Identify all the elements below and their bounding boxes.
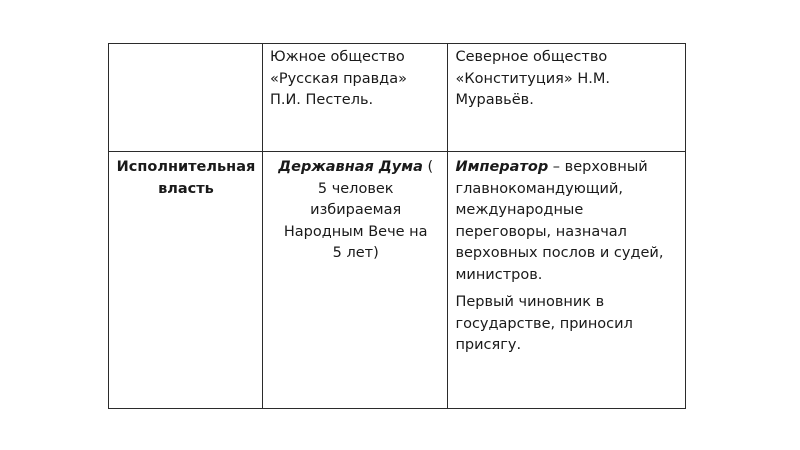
cell-line: 5 лет) bbox=[332, 245, 379, 261]
cell-line: верховных послов и судей, bbox=[455, 245, 664, 261]
cell-text: – верховный bbox=[548, 159, 648, 175]
cell-northern-executive bbox=[448, 152, 686, 409]
header-southern-society bbox=[262, 44, 448, 152]
cell-text: ( bbox=[422, 159, 434, 175]
header-cell-line: Северное общество bbox=[455, 49, 608, 65]
header-cell-line: «Русская правда» bbox=[269, 70, 407, 87]
emphasis-term: Державная Дума bbox=[278, 159, 423, 175]
header-empty-cell bbox=[109, 44, 263, 152]
cell-southern-executive bbox=[262, 152, 448, 409]
cell-line: избираемая bbox=[310, 202, 402, 218]
header-northern-society bbox=[448, 44, 686, 152]
emphasis-term: Император bbox=[455, 159, 549, 175]
cell-line: Народным Вече на bbox=[283, 223, 428, 240]
cell-line bbox=[270, 157, 442, 179]
cell-line: Первый чиновник в bbox=[455, 294, 605, 310]
header-cell-line: Муравьёв. bbox=[455, 92, 534, 108]
comparison-table bbox=[108, 43, 686, 409]
cell-paragraph bbox=[455, 292, 679, 357]
cell-paragraph bbox=[455, 157, 679, 286]
cell-line: присягу. bbox=[455, 337, 522, 353]
cell-line bbox=[455, 157, 679, 179]
table-header-row bbox=[109, 44, 686, 152]
cell-line: министров. bbox=[455, 266, 543, 283]
cell-line: международные bbox=[455, 202, 584, 218]
table-row bbox=[109, 152, 686, 409]
header-cell-line: Южное общество bbox=[269, 49, 405, 65]
row-label-line: Исполнительная bbox=[116, 159, 256, 175]
cell-line: 5 человек bbox=[317, 180, 394, 197]
header-cell-line: «Конституция» Н.М. bbox=[455, 70, 610, 87]
header-cell-line: П.И. Пестель. bbox=[269, 92, 374, 108]
row-label-line: власть bbox=[158, 180, 214, 197]
cell-line: государстве, приносил bbox=[455, 315, 633, 332]
cell-line: главнокомандующий, bbox=[455, 180, 623, 197]
cell-line: переговоры, назначал bbox=[455, 223, 627, 240]
row-label-executive-power bbox=[109, 152, 263, 409]
